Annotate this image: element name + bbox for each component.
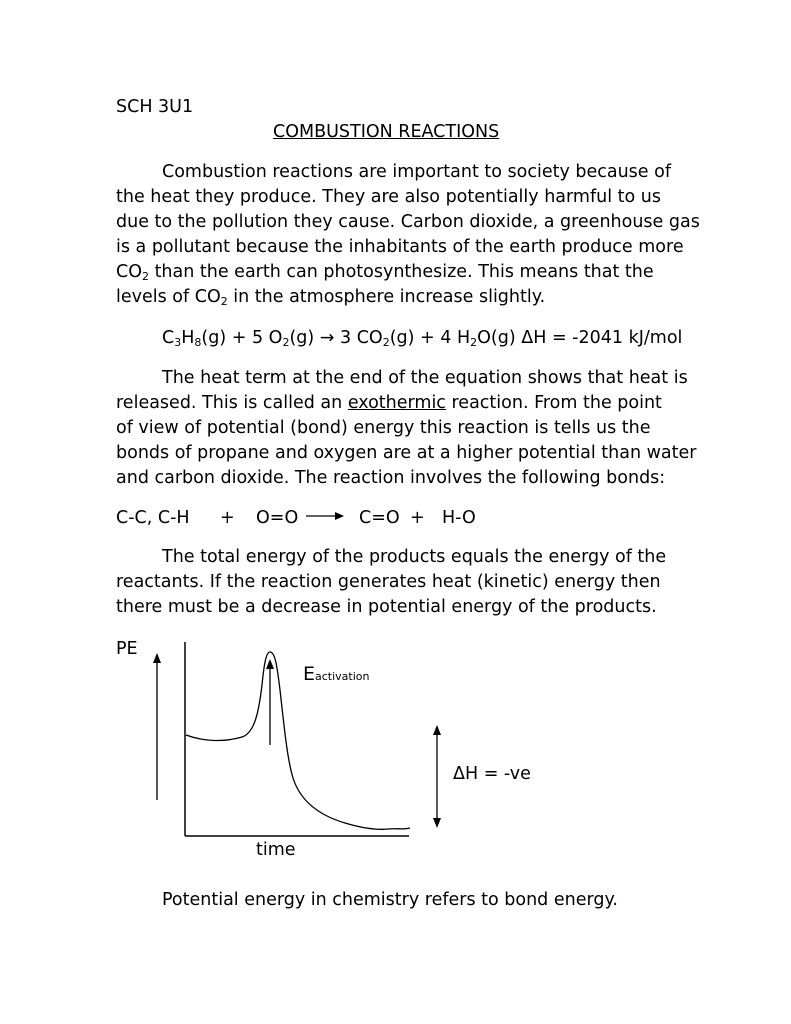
delta-h-text: H = -ve [464, 764, 531, 784]
eq-text: 3 CO [334, 328, 383, 348]
pe-up-arrowhead [153, 653, 161, 663]
energy-curve [186, 652, 410, 829]
heat-line: of view of potential (bond) energy this reaction is tells us the [116, 418, 651, 438]
subscript: 2 [470, 336, 478, 349]
eq-text: (g) [289, 328, 320, 348]
eq-text: H = -2041 kJ/mol [533, 328, 683, 348]
eq-text: (g) + 5 O [201, 328, 283, 348]
energy-line: there must be a decrease in potential energy of the products. [116, 597, 657, 617]
subscript: 2 [220, 295, 228, 308]
bond-product-2: H-O [442, 508, 476, 528]
delta-symbol: Δ [453, 764, 465, 784]
heat-line: bonds of propane and oxygen are at a higher potential than water [116, 443, 697, 463]
bond-reactant-1: C-C, C-H [116, 508, 190, 528]
intro-line: Combustion reactions are important to society because of [162, 162, 671, 182]
subscript: 2 [382, 336, 390, 349]
intro-text: levels of CO [116, 287, 221, 307]
heat-line: and carbon dioxide. The reaction involves the following bonds: [116, 468, 666, 488]
subscript: 2 [142, 270, 149, 283]
subscript: 3 [174, 336, 182, 349]
eq-text: H [181, 328, 195, 348]
subscript: 8 [194, 336, 202, 349]
activation-arrowhead [266, 659, 274, 669]
eq-text: (g) + 4 H [389, 328, 471, 348]
heat-line: The heat term at the end of the equation shows that heat is [162, 368, 688, 388]
intro-line: the heat they produce. They are also potentially harmful to us [116, 187, 661, 207]
delta-h-arrowhead-bottom [433, 818, 441, 828]
course-code: SCH 3U1 [116, 97, 194, 117]
delta-symbol: Δ [521, 328, 534, 348]
energy-line: The total energy of the products equals the energy of the [162, 547, 667, 567]
reaction-arrow-icon: → [319, 328, 335, 348]
intro-text: than the earth can photosynthesize. This means that the [149, 262, 654, 282]
delta-h-label [453, 762, 531, 787]
time-axis-label: time [256, 840, 296, 860]
energy-line: reactants. If the reaction generates heat (kinetic) energy then [116, 572, 661, 592]
heat-text: released. This is called an [116, 393, 348, 413]
subscript: 2 [282, 336, 290, 349]
footer-note: Potential energy in chemistry refers to bond energy. [162, 890, 618, 910]
eq-text: C [162, 328, 175, 348]
intro-line: is a pollutant because the inhabitants of the earth produce more [116, 237, 684, 257]
bond-plus-2: + [410, 508, 425, 528]
co2-formula-text: CO [116, 262, 142, 282]
bond-plus-1: + [220, 508, 235, 528]
heat-text: reaction. From the point [445, 393, 662, 413]
exothermic-term: exothermic [347, 393, 446, 413]
page-title: COMBUSTION REACTIONS [273, 122, 500, 142]
delta-h-arrowhead-top [433, 725, 441, 735]
intro-line: due to the pollution they cause. Carbon dioxide, a greenhouse gas [116, 212, 700, 232]
eq-text: O(g) [477, 328, 522, 348]
intro-text: in the atmosphere increase slightly. [227, 287, 546, 307]
pe-axis-label: PE [116, 639, 138, 659]
activation-energy-label [303, 662, 370, 689]
bond-reactant-2: O=O [256, 508, 299, 528]
activation-subscript: activation [315, 670, 370, 683]
bond-product-1: C=O [359, 508, 400, 528]
activation-letter: E [303, 663, 316, 685]
